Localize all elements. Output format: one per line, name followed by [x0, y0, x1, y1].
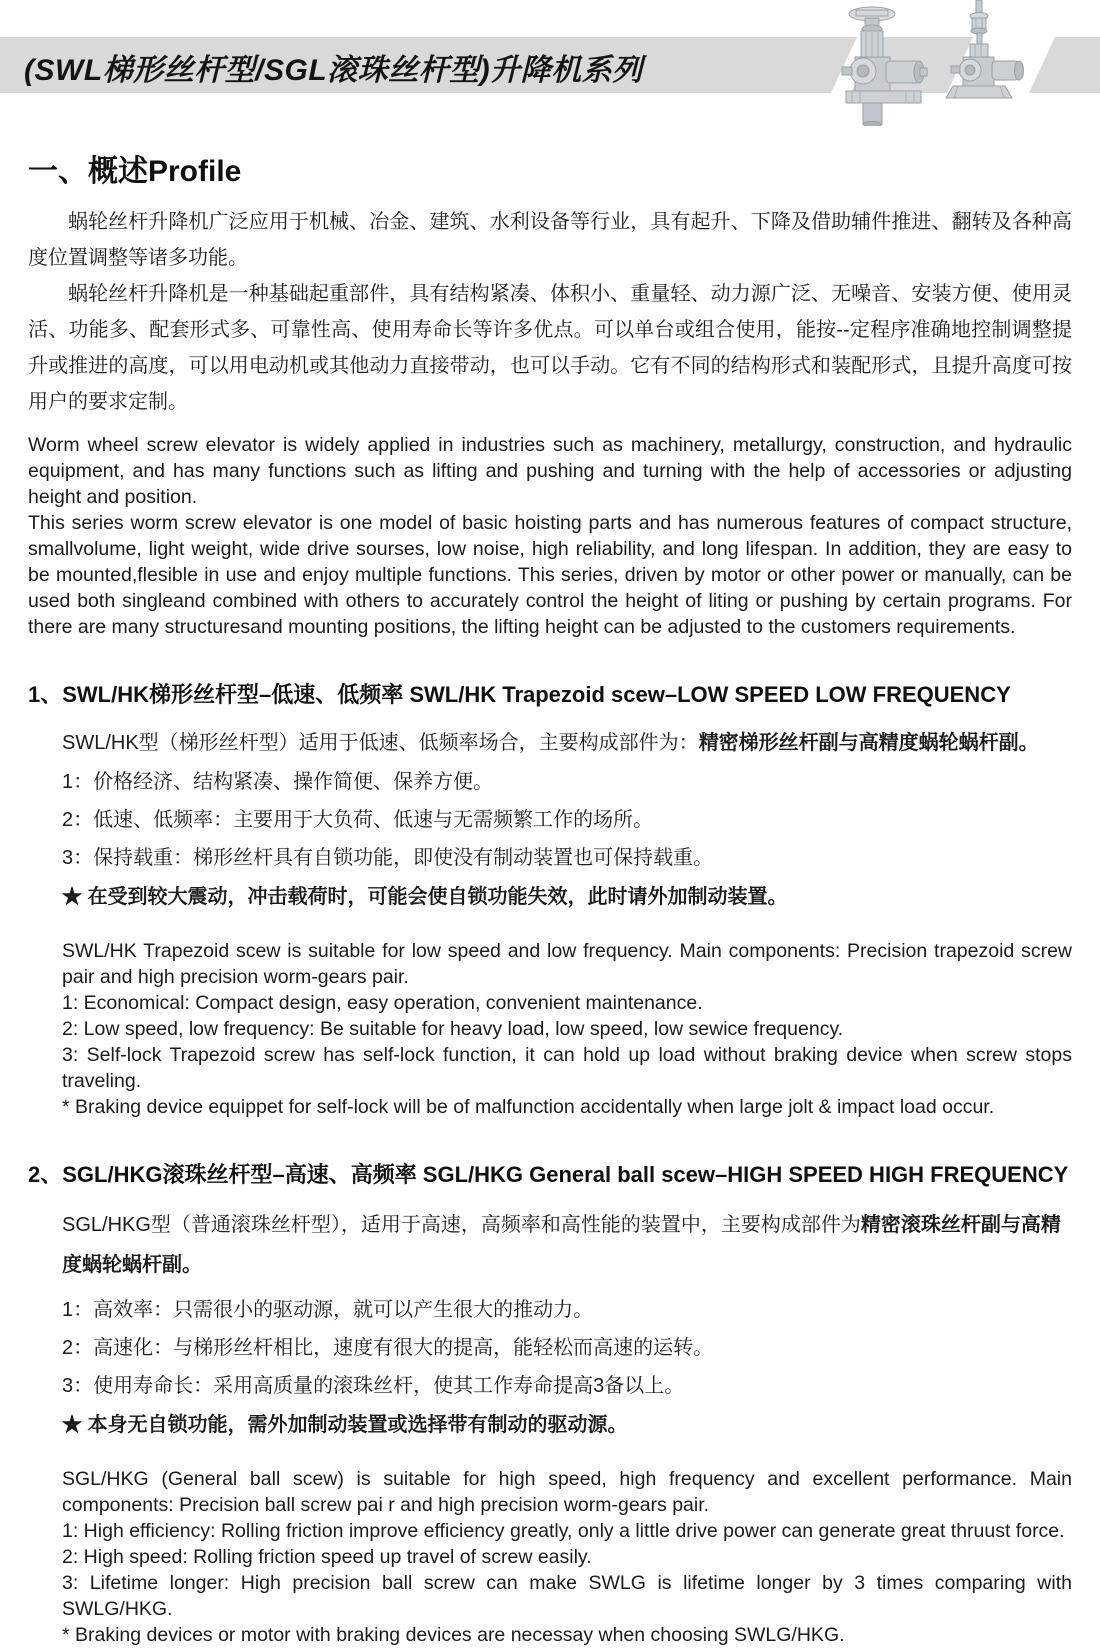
section2-item-2: 2：高速化：与梯形丝杆相比，速度有很大的提高，能轻松而高速的运转。	[62, 1337, 714, 1359]
document-body	[0, 146, 1100, 1648]
section2-en-item-2: 2: High speed: Rolling friction speed up travel of screw easily.	[62, 1546, 592, 1568]
section2-en-item-3: 3: Lifetime longer: High precision ball screw can make SWLG is lifetime longer by 3 times comparing with SWLG/HKG.	[62, 1572, 1072, 1620]
section2-content	[28, 1205, 1072, 1648]
page-title: (SWL梯形丝杆型/SGL滚珠丝杆型)升降机系列	[24, 54, 643, 87]
header-banner	[0, 0, 1100, 128]
section1-english-block	[62, 938, 1072, 1120]
section1-en-item-3: 3: Self-lock Trapezoid screw has self-lock function, it can hold up load without braking device when screw stops traveling.	[62, 1044, 1072, 1092]
section2-intro-normal: SGL/HKG型（普通滚珠丝杆型），适用于高速，高频率和高性能的装置中，主要构成部件为	[62, 1214, 861, 1236]
section2-en-item-1: 1: High efficiency: Rolling friction improve efficiency greatly, only a little drive power can generate great thruust force.	[62, 1520, 1065, 1542]
section1-en-item-1: 1: Economical: Compact design, easy operation, convenient maintenance.	[62, 992, 703, 1014]
screw-jack-image-right	[934, 0, 1026, 118]
section1-intro-normal: SWL/HK型（梯形丝杆型）适用于低速、低频率场合，主要构成部件为：	[62, 732, 699, 754]
section2-intro	[62, 1205, 1072, 1285]
section2-en-intro: SGL/HKG (General ball scew) is suitable for high speed, high frequency and excellent performance. Main components: Precision ball screw pai r and high precision worm-gears pair.	[62, 1468, 1072, 1516]
section1-item-2: 2：低速、低频率：主要用于大负荷、低速与无需频繁工作的场所。	[62, 809, 654, 831]
section1-intro-bold: 精密梯形丝杆副与高精度蜗轮蜗杆副。	[698, 732, 1039, 754]
section2-english-block	[62, 1466, 1072, 1648]
banner-band-right	[1029, 37, 1100, 93]
section1-en-note: * Braking device equippet for self-lock will be of malfunction accidentally when large jolt & impact load occur.	[62, 1096, 995, 1118]
profile-cn-paragraph-1: 蜗轮丝杆升降机广泛应用于机械、冶金、建筑、水利设备等行业，具有起升、下降及借助辅件推进、翻转及各种高度位置调整等诸多功能。	[28, 211, 1072, 269]
section2-item-3: 3：使用寿命长：采用高质量的滚珠丝杆，使其工作寿命提高3备以上。	[62, 1375, 685, 1397]
profile-heading: 一、概述Profile	[28, 155, 242, 188]
profile-cn-paragraph-2: 蜗轮丝杆升降机是一种基础起重部件，具有结构紧凑、体积小、重量轻、动力源广泛、无噪音、安装方便、使用灵活、功能多、配套形式多、可靠性高、使用寿命长等许多优点。可以单台或组合使用，能按--定程序准确地控制调整提升或推进的高度，可以用电动机或其他动力直接带动，也可以手动。它有不同的结构形式和装配形式，且提升高度可按用户的要求定制。	[28, 283, 1072, 413]
section2-warning: ★ 本身无自锁功能，需外加制动装置或选择带有制动的驱动源。	[62, 1414, 628, 1436]
section1-content	[28, 729, 1072, 1120]
screw-jack-image-left	[832, 4, 934, 126]
section1-intro	[62, 729, 1072, 757]
section1-item-1: 1：价格经济、结构紧凑、操作简便、保养方便。	[62, 771, 494, 793]
section2-heading: 2、SGL/HKG滚珠丝杆型–高速、高频率 SGL/HKG General ball scew–HIGH SPEED HIGH FREQUENCY	[28, 1162, 1069, 1187]
section1-en-item-2: 2: Low speed, low frequency: Be suitable for heavy load, low speed, low sewice frequency.	[62, 1018, 844, 1040]
section2-intro-bold: 精密滚珠丝杆副与高精度蜗轮蜗杆副。	[62, 1214, 1061, 1276]
section2-item-1: 1：高效率：只需很小的驱动源，就可以产生很大的推动力。	[62, 1299, 594, 1321]
section1-warning: ★ 在受到较大震动，冲击载荷时，可能会使自锁功能失效，此时请外加制动装置。	[62, 886, 788, 908]
profile-en-paragraph-2: This series worm screw elevator is one model of basic hoisting parts and has numerous features of compact structure, smallvolume, light weight, wide drive sourses, low noise, high reliability, and long lifespan. In addition, they are easy to be mounted,flesible in use and enjoy multiple functions. This series, driven by motor or other power or manually, can be used both singleand combined with others to accurately control the height of liting or pushing by certain programs. For there are many structuresand mounting positions, the lifting height can be adjusted to the customers requirements.	[28, 512, 1072, 638]
section1-en-intro: SWL/HK Trapezoid scew is suitable for low speed and low frequency. Main components: Precision trapezoid screw pair and high precision worm-gears pair.	[62, 940, 1072, 988]
section1-heading: 1、SWL/HK梯形丝杆型–低速、低频率 SWL/HK Trapezoid scew–LOW SPEED LOW FREQUENCY	[28, 682, 1011, 707]
profile-en-paragraph-1: Worm wheel screw elevator is widely applied in industries such as machinery, metallurgy, construction, and hydraulic equipment, and has many functions such as lifting and pushing and turning with the help of accessories or adjusting height and position.	[28, 434, 1072, 508]
section2-en-note: * Braking devices or motor with braking devices are necessay when choosing SWLG/HKG.	[62, 1624, 845, 1646]
section1-item-3: 3：保持载重：梯形丝杆具有自锁功能，即使没有制动装置也可保持载重。	[62, 847, 714, 869]
